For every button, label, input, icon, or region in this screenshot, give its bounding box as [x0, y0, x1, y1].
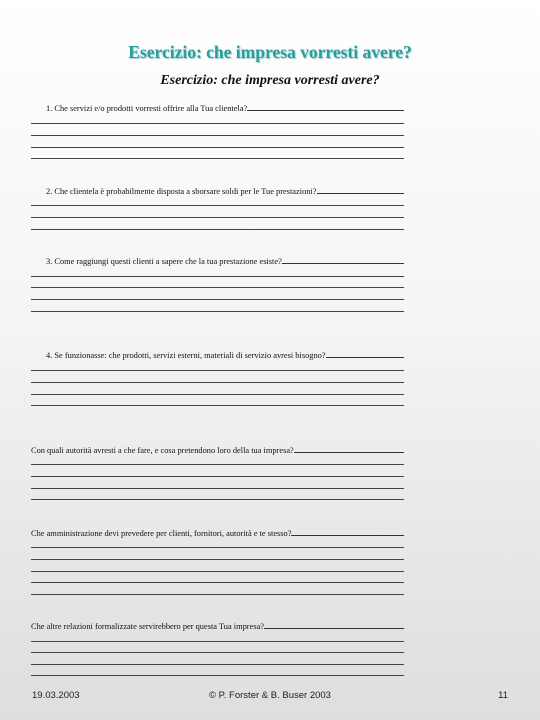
answer-line — [294, 443, 404, 453]
answer-line — [31, 559, 404, 560]
question-1 — [46, 101, 404, 115]
answer-line — [31, 641, 404, 642]
footer-page-number: 11 — [498, 690, 508, 701]
document-title: Esercizio: che impresa vorresti avere? — [160, 73, 380, 88]
answer-line — [31, 217, 404, 218]
answer-line — [31, 571, 404, 572]
answer-line — [31, 299, 404, 300]
question-4 — [46, 348, 404, 362]
answer-line — [31, 276, 404, 277]
answer-line — [31, 405, 404, 406]
question-4-text: 4. Se funzionasse: che prodotti, servizi esterni, materiali di servizio avresi bisogno? — [46, 351, 326, 360]
answer-line — [31, 147, 404, 148]
question-1-text: 1. Che servizi e/o prodotti vorresti offrire alla Tua clientela? — [46, 104, 248, 113]
answer-line — [31, 594, 404, 595]
answer-line — [31, 205, 404, 206]
answer-line — [31, 123, 404, 124]
answer-line — [31, 135, 404, 136]
answer-line — [31, 229, 404, 230]
footer-date: 19.03.2003 — [32, 690, 80, 701]
answer-line — [31, 158, 404, 159]
answer-line — [247, 101, 404, 111]
question-6 — [31, 526, 404, 540]
answer-line — [31, 464, 404, 465]
answer-line — [31, 675, 404, 676]
answer-line — [282, 254, 404, 264]
question-2-text: 2. Che clientela è probabilmente disposta a sborsare soldi per le Tue prestazioni? — [46, 187, 317, 196]
answer-line — [31, 476, 404, 477]
footer-copyright: © P. Forster & B. Buser 2003 — [209, 690, 331, 701]
answer-line — [31, 488, 404, 489]
answer-line — [31, 287, 404, 288]
question-2 — [46, 184, 404, 198]
question-6-text: Che amministrazione devi prevedere per clienti, fornitori, autorità e te stesso? — [31, 529, 292, 538]
question-5 — [31, 443, 404, 457]
answer-line — [31, 311, 404, 312]
answer-line — [31, 370, 404, 371]
answer-line — [317, 184, 405, 194]
answer-line — [31, 382, 404, 383]
answer-line — [291, 526, 404, 536]
question-7 — [31, 619, 404, 633]
answer-line — [31, 582, 404, 583]
answer-line — [31, 547, 404, 548]
question-3-text: 3. Come raggiungi questi clienti a sapere che la tua prestazione esiste? — [46, 257, 282, 266]
answer-line — [31, 652, 404, 653]
answer-line — [31, 394, 404, 395]
answer-line — [31, 499, 404, 500]
question-3 — [46, 254, 404, 268]
answer-line — [264, 619, 404, 629]
slide-title: Esercizio: che impresa vorresti avere? — [128, 42, 412, 62]
question-7-text: Che altre relazioni formalizzate servirebbero per questa Tua impresa? — [31, 622, 265, 631]
question-5-text: Con quali autorità avresti a che fare, e cosa pretendono loro della tua impresa? — [31, 446, 294, 455]
answer-line — [31, 664, 404, 665]
answer-line — [326, 348, 404, 358]
